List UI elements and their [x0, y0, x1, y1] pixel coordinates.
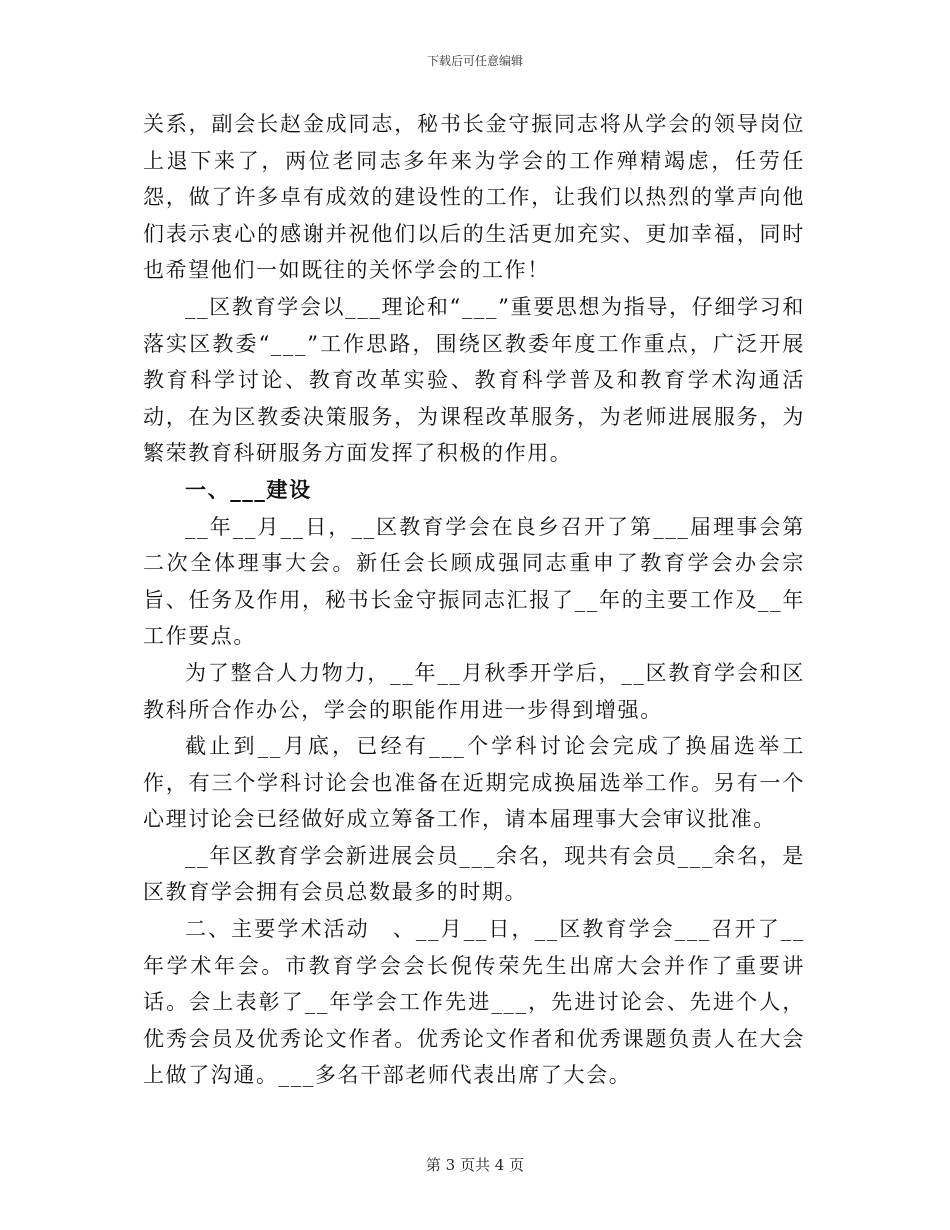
paragraph-membership: __年区教育学会新进展会员___余名，现共有会员___余名，是区教育学会拥有会员总数最多的时期。 [143, 843, 805, 905]
page-header: 下载后可任意编辑 [426, 54, 523, 68]
document-body [143, 106, 805, 1094]
section-heading-construction: 一、___建设 [185, 476, 312, 502]
paragraph-continuation: 关系，副会长赵金成同志，秘书长金守振同志将从学会的领导岗位上退下来了，两位老同志多年来为学会的工作殚精竭虑，任劳任怨，做了许多卓有成效的建设性的工作，让我们以热烈的掌声向他们表示衷心的感谢并祝他们以后的生活更加充实、更加幸福，同时也希望他们一如既往的关怀学会的工作！ [143, 112, 805, 283]
paragraph-council-meeting: __年__月__日，__区教育学会在良乡召开了第___届理事会第二次全体理事大会。新任会长顾成强同志重申了教育学会办会宗旨、任务及作用，秘书长金守振同志汇报了__年的主要工作及__年工作要点。 [143, 514, 805, 649]
paragraph-intro: __区教育学会以___理论和“___”重要思想为指导，仔细学习和落实区教委“___”工作思路，围绕区教委年度工作重点，广泛开展教育科学讨论、教育改革实验、教育科学普及和教育学术沟通活动，在为区教委决策服务，为课程改革服务，为老师进展服务，为繁荣教育科研服务方面发挥了积极的作用。 [143, 294, 805, 466]
page-number: 第 3 页共 4 页 [425, 1156, 525, 1174]
paragraph-elections: 截止到__月底，已经有___个学科讨论会完成了换届选举工作，有三个学科讨论会也准备在近期完成换届选举工作。另有一个心理讨论会已经做好成立筹备工作，请本届理事大会审议批准。 [143, 734, 805, 832]
paragraph-academic-activities: 二、主要学术活动 、__月__日，__区教育学会___召开了__年学术年会。市教育学会会长倪传荣先生出席大会并作了重要讲话。会上表彰了__年学会工作先进___，先进讨论会、先进个人，优秀会员及优秀论文作者。优秀论文作者和优秀课题负责人在大会上做了沟通。___多名干部老师代表出席了大会。 [143, 917, 805, 1088]
paragraph-joint-office: 为了整合人力物力，__年__月秋季开学后，__区教育学会和区教科所合作办公，学会的职能作用进一步得到增强。 [143, 660, 805, 722]
